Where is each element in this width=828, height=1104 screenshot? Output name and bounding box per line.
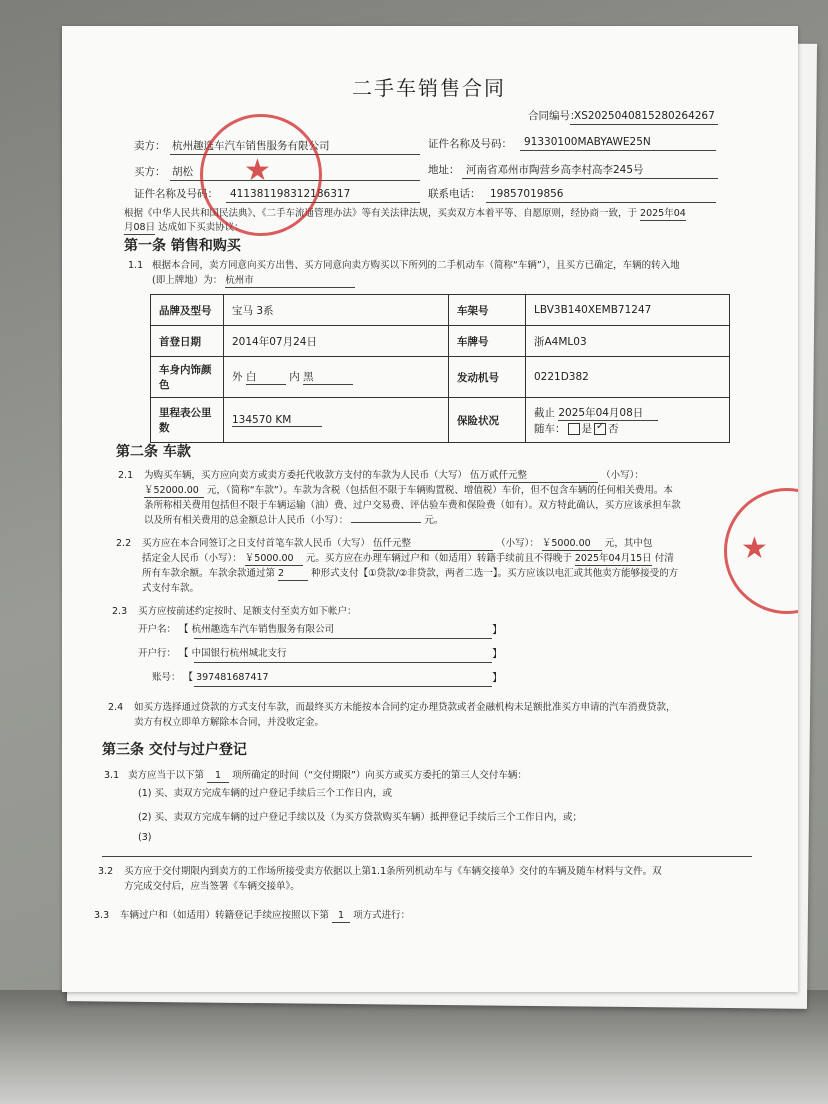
table-row [151, 326, 730, 357]
clause-1-1-num: 1.1 [128, 260, 144, 271]
buyer-address: 河南省邓州市陶营乡高李村高李245号 [466, 164, 644, 176]
article-2-heading: 第二条 车款 [116, 444, 191, 460]
underline [194, 686, 492, 687]
contract-page [62, 26, 798, 992]
interior-color: 黑 [303, 369, 353, 385]
sign-date-part-b: 月08日 [124, 222, 156, 233]
insurance-label: 保险状况 [449, 398, 526, 443]
table-row [151, 295, 730, 326]
delivery-option-1: (1) 买、卖双方完成车辆的过户登记手续后三个工作日内，或 [138, 788, 392, 799]
clause-3-1-num: 3.1 [104, 770, 120, 781]
engine-label: 发动机号 [449, 357, 526, 398]
vin-label: 车架号 [449, 295, 526, 326]
buyer-name: 胡松 [172, 166, 193, 178]
company-seal-stamp-edge [724, 488, 798, 614]
first-payment-lower: ￥5000.00 [542, 538, 602, 551]
bracket-close: 】 [492, 648, 503, 660]
buyer-cert: 411381198312186317 [230, 188, 351, 200]
engine-value: 0221D382 [526, 357, 730, 398]
clause-2-2-num: 2.2 [116, 538, 132, 549]
vehicle-info-table [150, 294, 730, 443]
seller-cert-label: 证件名称及号码： [428, 138, 512, 150]
clause-2-4-line2: 卖方有权立即单方解除本合同，并没收定金。 [134, 717, 325, 728]
buyer-phone-label: 联系电话： [428, 188, 481, 200]
clause-3-3-line1: 车辆过户和（如适用）转籍登记手续应按照以下第 1 项方式进行： [120, 910, 411, 921]
underline [194, 638, 492, 639]
clause-3-1-line1: 卖方应当于以下第 1 项所确定的时间（“交付期限”）向买方或买方委托的第三人交付车辆： [128, 770, 527, 781]
clause-2-1-line4: 以及所有相关费用的总金额总计人民币（小写）： 元。 [144, 515, 444, 526]
seller-label: 卖方： [134, 140, 166, 152]
clause-2-2-line3: 所有车款余额。车款余款通过第 2 种形式支付【①贷款/②非贷款，两者二选一】。买方应该以电汇或其他卖方能够接受的方 [142, 568, 679, 579]
underline [194, 662, 492, 663]
intro-text-2: 月08日 达成如下买卖协议： [124, 222, 244, 233]
clause-3-3-num: 3.3 [94, 910, 110, 921]
register-city: 杭州市 [225, 275, 355, 288]
transfer-item-no: 1 [332, 910, 350, 923]
vin-value: LBV3B140XEMB71247 [526, 295, 730, 326]
clause-2-2-line1: 买方应在本合同签订之日支付首笔车款人民币（大写） 伍仟元整 （小写）： ￥5000.00 元，其中包 [142, 538, 653, 549]
insurance-value: 截止 2025年04月08日 随车： 是✓ 否 [526, 398, 730, 443]
mileage-value: 134570 KM [224, 398, 449, 443]
mileage-label: 里程表公里数 [151, 398, 224, 443]
bracket-close: 】 [492, 624, 503, 636]
company-seal-stamp [200, 114, 322, 236]
account-name: 杭州趣选车汽车销售服务有限公司 [191, 624, 335, 635]
contract-no-label: 合同编号： [528, 110, 581, 122]
color-label: 车身内饰颜色 [151, 357, 224, 398]
underline [486, 202, 716, 203]
contract-no: XS2025040815280264267 [574, 110, 715, 122]
total-price-lower: ￥52000.00 [144, 485, 204, 498]
bank-name: 中国银行杭州城北支行 [191, 648, 287, 659]
brand-value: 宝马 3系 [224, 295, 449, 326]
clause-2-4-num: 2.4 [108, 702, 124, 713]
buyer-label: 买方： [134, 166, 166, 178]
underline [462, 178, 718, 179]
clause-2-3-line1: 买方应按前述约定按时、足额支付至卖方如下帐户： [138, 606, 357, 617]
brand-label: 品牌及型号 [151, 295, 224, 326]
insurance-until: 2025年04月08日 [558, 405, 658, 421]
clause-3-2-num: 3.2 [98, 866, 114, 877]
bracket-close: 】 [492, 672, 503, 684]
underline [520, 150, 716, 151]
exterior-color: 白 [246, 369, 286, 385]
intro-text: 根据《中华人民共和国民法典》、《二手车流通管理办法》等有关法律法规，买卖双方本着平等、自愿原则，经协商一致，于 2025年04 [124, 208, 686, 219]
buyer-phone: 19857019856 [490, 188, 564, 200]
clause-2-1-line1: 为购买车辆，买方应向卖方或卖方委托代收款方支付的车款为人民币（大写） 伍万贰仟元整 （小写）： [144, 470, 644, 481]
delivery-item-no: 1 [207, 770, 229, 783]
clause-2-1-num: 2.1 [118, 470, 134, 481]
clause-2-2-line2: 括定金人民币（小写）： ￥5000.00 元。买方应在办理车辆过户和（如适用）转籍手续前且不得晚于 2025年04月15日 付清 [142, 553, 674, 564]
color-value: 外 白 内 黑 [224, 357, 449, 398]
delivery-option-3: (3) [138, 832, 152, 843]
article-1-heading: 第一条 销售和购买 [124, 238, 241, 254]
clause-1-1-line1: 根据本合同，卖方同意向买方出售、买方同意向卖方购买以下所列的二手机动车（简称“车辆”），且买方已确定，车辆的转入地 [152, 260, 680, 271]
reg-date-value: 2014年07月24日 [224, 326, 449, 357]
star-icon: ★ [741, 531, 768, 566]
clause-2-4-line1: 如买方选择通过贷款的方式支付车款，而最终买方未能按本合同约定办理贷款或者金融机构未足额批准买方申请的汽车消费贷款， [134, 702, 676, 713]
clause-3-2-line1: 买方应于交付期限内到卖方的工作场所接受卖方依据以上第1.1条所列机动车与《车辆交接单》交付的车辆及随车材料与文件。双 [124, 866, 662, 877]
clause-1-1-line2: (即上牌地）为： 杭州市 [152, 275, 355, 288]
plate-value: 浙A4ML03 [526, 326, 730, 357]
clause-2-1-line3: 条所称相关费用包括但不限于车辆运输（油）费、过户交易费、评估验车费和保险费（如有）。双方特此确认，买方应该承担车款 [144, 500, 681, 511]
clause-3-2-line2: 方完成交付后，应当签署《车辆交接单》。 [124, 881, 300, 892]
star-icon: ★ [244, 153, 271, 188]
delivery-option-2: (2) 买、卖双方完成车辆的过户登记手续以及（为买方贷款购买车辆）抵押登记手续后三个工作日内，或； [138, 812, 582, 823]
buyer-address-label: 地址： [428, 164, 460, 176]
payment-method-no: 2 [278, 568, 308, 581]
checkbox-no[interactable] [594, 423, 606, 435]
seller-name: 杭州趣选车汽车销售服务有限公司 [172, 140, 330, 152]
reg-date-label: 首登日期 [151, 326, 224, 357]
total-all-amount [351, 522, 421, 523]
first-payment-upper: 伍仟元整 [373, 538, 493, 551]
clause-2-1-line2: ￥52000.00 元，（简称“车款”）。车款为含税（包括但不限于车辆购置税、增值税）车价，但不包含车辆的任何相关费用。本 [144, 485, 673, 496]
plate-label: 车牌号 [449, 326, 526, 357]
bank-row: 开户行： 【 中国银行杭州城北支行 [138, 648, 287, 659]
clause-2-3-num: 2.3 [112, 606, 128, 617]
account-name-row: 开户名： 【 杭州趣选车汽车销售服务有限公司 [138, 624, 335, 635]
buyer-cert-label: 证件名称及号码： [134, 188, 218, 200]
deposit-amount: ￥5000.00 [245, 553, 303, 566]
account-number: 397481687417 [196, 672, 269, 683]
clause-2-2-line4: 式支付车款。 [142, 583, 200, 594]
total-price-upper: 伍万贰仟元整 [470, 470, 598, 483]
article-3-heading: 第三条 交付与过户登记 [102, 742, 247, 758]
checkbox-yes[interactable] [568, 423, 580, 435]
document-title: 二手车销售合同 [352, 76, 506, 100]
table-row [151, 398, 730, 443]
table-row [151, 357, 730, 398]
seller-cert: 91330100MABYAWE25N [524, 136, 651, 148]
sign-date-part-a: 2025年04 [640, 208, 686, 219]
payment-deadline: 2025年04月15日 [574, 553, 652, 564]
underline [570, 124, 718, 125]
underline [102, 856, 752, 857]
account-no-row: 账号： 【 397481687417 [152, 672, 269, 683]
